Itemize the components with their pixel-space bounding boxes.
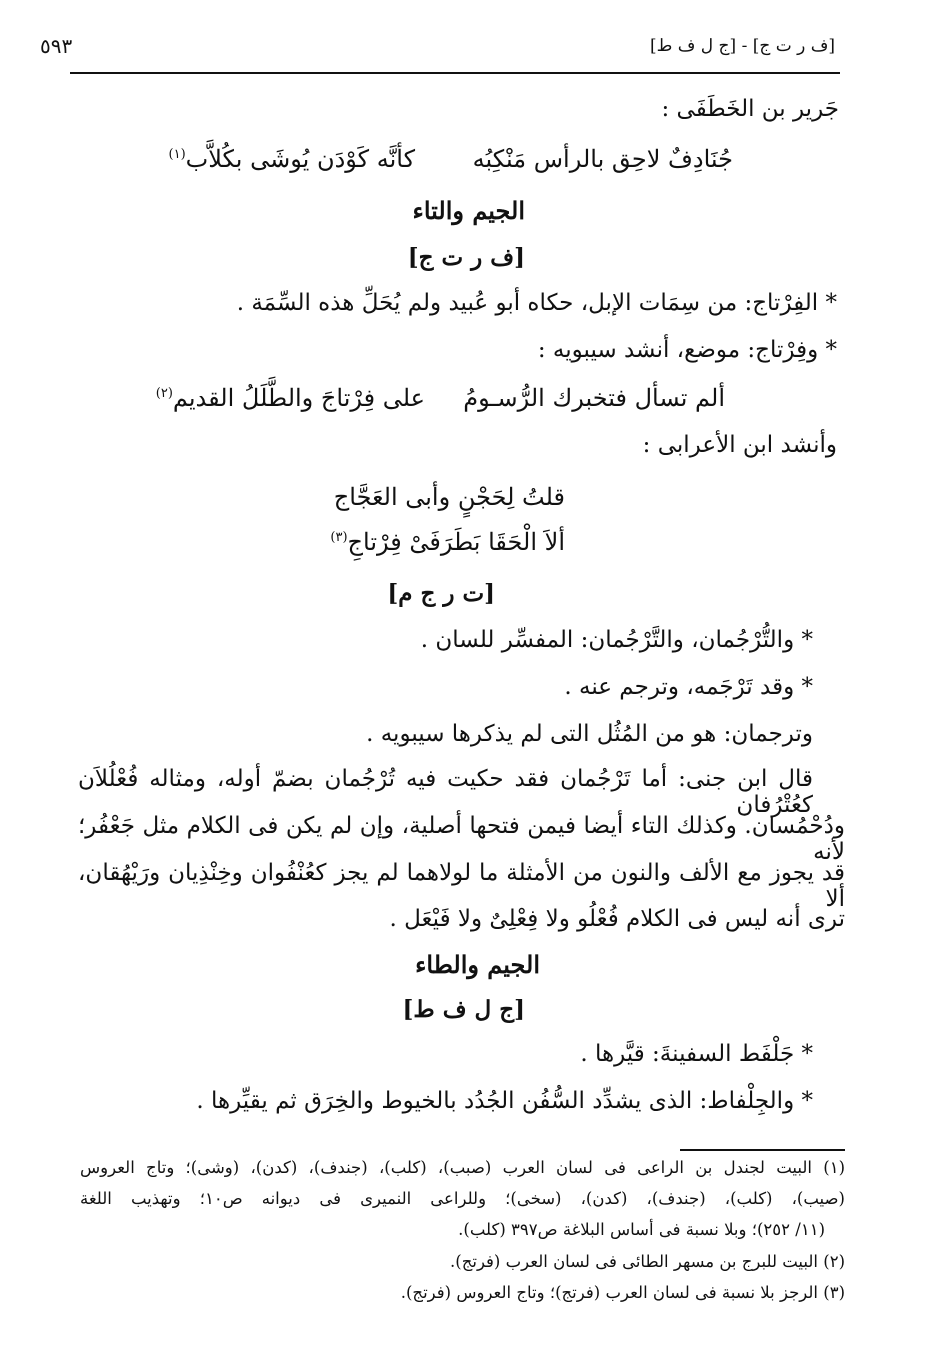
footnote-line: (١١/ ٢٥٢)؛ وبلا نسبة فى أساس البلاغة ص٣٩٧ (كلب). xyxy=(458,1220,825,1239)
ibn-arabi-intro: وأنشد ابن الأعرابى : xyxy=(642,432,837,458)
page-number: ٥٩٣ xyxy=(40,34,73,58)
verse1-second-text: كأنَّه كَوْدَن يُوشَى بكُلاَّب xyxy=(185,145,415,173)
verse1-first-hemistich: جُنَادِفٌ لاحِق بالرأس مَنْكِبُه xyxy=(472,145,733,173)
paragraph-line: قال ابن جنى: أما تَرْجُمان فقد حكيت فيه تُرْجُمان بضمّ أوله، ومثاله فُعْلُلاَن كعُتْرُفان xyxy=(78,766,813,818)
header-rule xyxy=(70,72,840,74)
definition-line: * والجِلْفاط: الذى يشدِّد السُّفُن الجُدُد بالخيوط والخِرَق ثم يقيِّرها . xyxy=(196,1088,813,1114)
footnote-line: (صيب)، (كلب)، (جندف)، (كدن)، (سخى)؛ وللراعى النميرى فى ديوانه ص١٠؛ وتهذيب اللغة xyxy=(80,1189,845,1208)
section-heading-jim-ta: الجيم والتاء xyxy=(412,196,525,225)
footnote-ref-2: (٢) xyxy=(155,386,173,401)
rajaz-line-1: قلتُ لِحَجْنٍ وأبى العَجَّاج xyxy=(333,483,565,511)
definition-line: * وفِرْتاج: موضع، أنشد سيبويه : xyxy=(537,337,837,363)
entry-heading-frtj: [ف ر ت ج] xyxy=(407,244,525,271)
entry-heading-trjm: [ت ر ج م] xyxy=(387,580,495,607)
verse1-intro: جَرير بن الخَطَفَى : xyxy=(661,96,839,122)
running-head: [ف ر ت ج] - [ج ل ف ط] xyxy=(650,36,835,56)
verse2-second-text: على فِرْتاجَ والطَّلَلُ القديم xyxy=(172,384,425,412)
definition-line: * جَلْفَط السفينةَ: قيَّرها . xyxy=(580,1041,813,1067)
paragraph-line: ودُحْمُسان. وكذلك التاء أيضا فيمن فتحها أصلية، وإن لم يكن فى الكلام مثل جَعْفُر؛ لأنه xyxy=(78,813,845,865)
verse2-second-hemistich xyxy=(156,384,425,412)
footnote-ref-1: (١) xyxy=(168,147,186,162)
verse2-first-hemistich: ألم تسأل فتخبرك الرُّسـومُ xyxy=(463,384,725,412)
definition-line: وترجمان: هو من المُثُل التى لم يذكرها سيبويه . xyxy=(366,721,813,747)
footnote-ref-3: (٣) xyxy=(330,530,348,545)
footnote-line: (٢) البيت للبرج بن مسهر الطائى فى لسان العرب (فرتج). xyxy=(450,1252,845,1271)
entry-heading-jlft: [ج ل ف ط] xyxy=(402,996,525,1023)
paragraph-line: ترى أنه ليس فى الكلام فُعْلُو ولا فِعْلِىٌ ولا فَيْعَل . xyxy=(389,906,845,932)
paragraph-line: قد يجوز مع الألف والنون من الأمثلة ما لولاهما لم يجز كعُنْفُوان وخِنْذِيان ورَيْهُقان، ألا xyxy=(78,860,845,912)
section-heading-jim-ta2: الجيم والطاء xyxy=(415,950,540,979)
footnote-line: (٣) الرجز بلا نسبة فى لسان العرب (فرتج)؛ وتاج العروس (فرتج). xyxy=(400,1283,845,1302)
verse1-second-hemistich xyxy=(169,145,416,173)
rajaz-line-2 xyxy=(330,528,565,556)
rajaz-line-2-text: ألاَ الْحَقَا بَطَرَفَىْ فِرْتاجِ xyxy=(347,528,565,556)
definition-line: * الفِرْتاج: من سِمَات الإبل، حكاه أبو عُبيد ولم يُحَلِّ هذه السِّمَة . xyxy=(236,290,837,316)
definition-line: * والتُّرْجُمان، والتَّرْجُمان: المفسِّر للسان . xyxy=(420,627,813,653)
definition-line: * وقد تَرْجَمه، وترجم عنه . xyxy=(564,674,813,700)
footnote-rule xyxy=(680,1149,845,1151)
footnote-line: (١) البيت لجندل بن الراعى فى لسان العرب (صبب)، (كلب)، (جندف)، (كدن)، (وشى)؛ وتاج العروس xyxy=(80,1158,845,1177)
